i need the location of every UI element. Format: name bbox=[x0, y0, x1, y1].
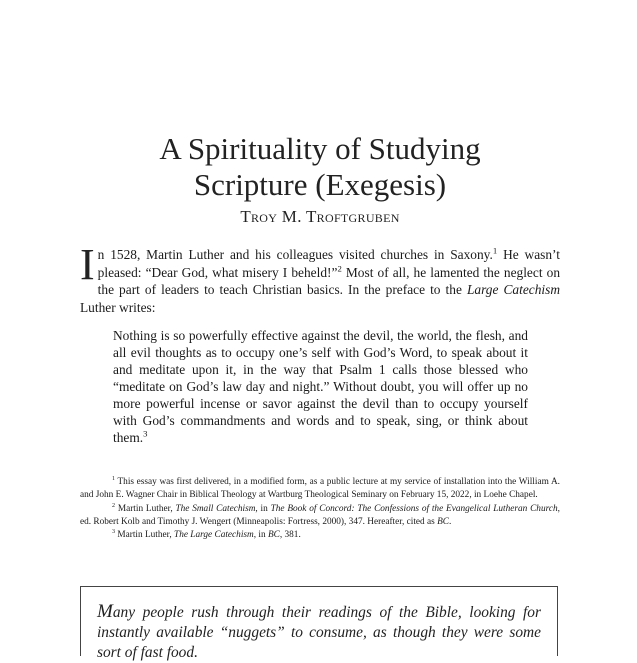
footnote-ref-1[interactable]: 1 bbox=[492, 245, 498, 256]
footnote-2-book-1: The Small Catechism bbox=[175, 503, 256, 514]
pull-quote-box bbox=[80, 586, 558, 661]
footnote-2-text-4: . bbox=[449, 516, 452, 527]
footnote-3-text: Martin Luther, bbox=[115, 530, 175, 541]
author-name: Troy M. Troftgruben bbox=[240, 207, 400, 226]
footnote-1-number: 1 bbox=[112, 475, 116, 482]
footnote-3-text-3: , 381. bbox=[279, 530, 301, 541]
footnote-1-text: This essay was first delivered, in a modified form, as a public lecture at my service of installation into the William A. and John E. Wagner Chair in Biblical Theology at Wartburg Theological Seminary on February 15, 2022, in Loehe Chapel. bbox=[80, 477, 560, 501]
lead-text-3: Most of all, he lamented the neglect on the part of leaders to teach Christian basics. In the preface to the bbox=[97, 264, 561, 297]
footnotes-section bbox=[80, 476, 560, 542]
footnote-3-text-2: , in bbox=[253, 530, 268, 541]
footnote-3-book: The Large Catechism bbox=[174, 530, 254, 541]
block-quote bbox=[113, 327, 528, 446]
footnote-2-number: 2 bbox=[112, 502, 116, 509]
pull-quote-body: any people rush through their readings of the Bible, looking for instantly available “nuggets” to consume, as though they were some sort of fast food. bbox=[97, 604, 541, 661]
footnote-3 bbox=[80, 529, 560, 542]
footnote-2-book-2: The Book of Concord: The Confessions of the Evangelical Lutheran Church bbox=[270, 503, 558, 514]
lead-text-2: He wasn’t pleased: “Dear God, what misery I beheld!” bbox=[97, 247, 560, 280]
footnote-2 bbox=[80, 503, 560, 530]
footnote-2-text-2: , in bbox=[255, 503, 271, 514]
book-title-large-catechism: Large Catechism bbox=[466, 282, 561, 297]
footnote-2-abbrev: BC bbox=[437, 516, 449, 527]
block-quote-text: Nothing is so powerfully effective against the devil, the world, the flesh, and all evil thoughts as to occupy one’s self with God’s Word, to speak about it and meditate upon it, in the way that Psalm 1 calls those blessed who “meditate on God’s law day and night.” Without doubt, you will offer up no more powerful incense or savor against the devil than to occupy yourself with God’s commandments and words and to speak, sing, or think about them. bbox=[113, 328, 528, 445]
pull-quote-text bbox=[97, 602, 541, 663]
pull-quote-cap: M bbox=[97, 601, 113, 622]
lead-paragraph bbox=[80, 240, 561, 316]
article-title bbox=[80, 131, 560, 203]
footnote-3-abbrev: BC bbox=[267, 530, 280, 541]
footnote-1 bbox=[80, 476, 560, 503]
drop-cap: I bbox=[80, 240, 95, 289]
footnote-3-number: 3 bbox=[112, 529, 116, 536]
footnote-ref-3[interactable]: 3 bbox=[143, 428, 148, 439]
lead-text-1: n 1528, Martin Luther and his colleagues visited churches in Saxony. bbox=[97, 247, 493, 262]
title-line-2: Scripture (Exegesis) bbox=[193, 167, 447, 202]
lead-text-4: Luther writes: bbox=[80, 299, 156, 315]
title-line-1: A Spirituality of Studying bbox=[159, 131, 481, 166]
footnote-ref-2[interactable]: 2 bbox=[337, 263, 342, 274]
footnote-2-text: Martin Luther, bbox=[115, 503, 176, 514]
footnote-2-text-3: , ed. Robert Kolb and Timothy J. Wengert (Minneapolis: Fortress, 2000), 347. Hereafter, cited as bbox=[80, 503, 560, 527]
